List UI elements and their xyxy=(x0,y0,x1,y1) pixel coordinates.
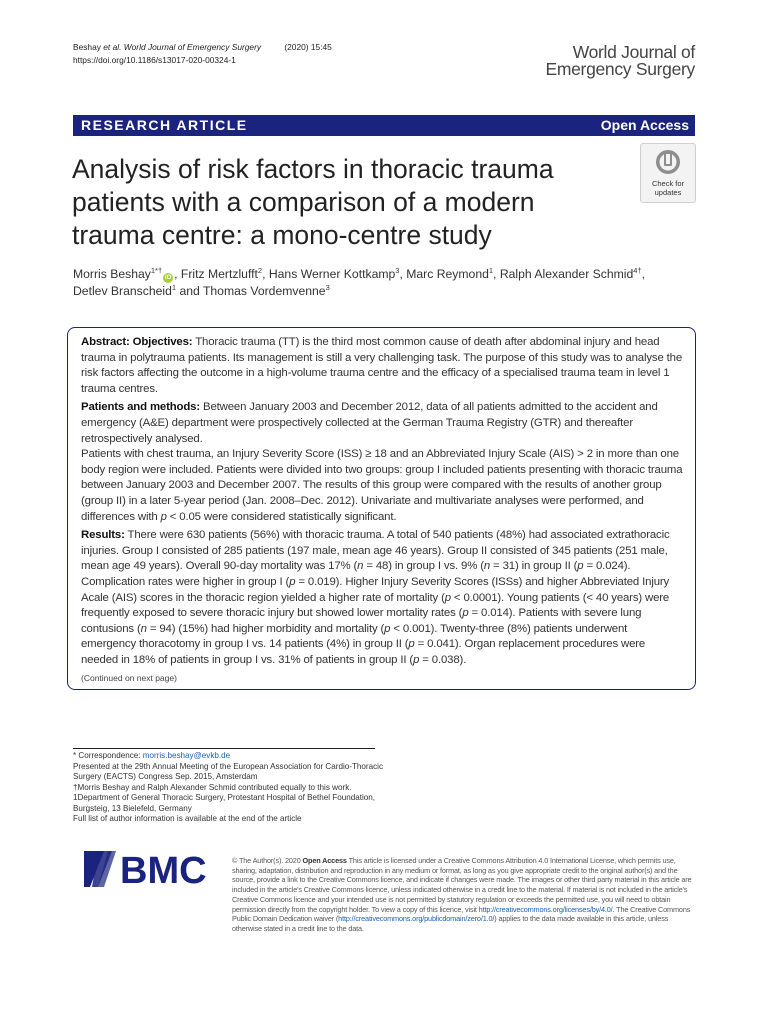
author-name: , Fritz Mertzlufft xyxy=(174,267,258,281)
citation-journal: et al. World Journal of Emergency Surgery xyxy=(103,42,262,52)
abstract-text: = 0.024). Complication rates were higher in group I ( xyxy=(81,560,631,588)
abstract-box xyxy=(67,327,696,690)
author-affiliation: 1*† xyxy=(150,266,163,275)
correspondence-email-link[interactable]: morris.beshay@evkb.de xyxy=(142,751,231,760)
journal-name xyxy=(545,44,695,78)
article-type-banner xyxy=(73,115,695,136)
abstract-text: = 31) in group II ( xyxy=(490,560,578,573)
abstract-text: < 0.05 were considered statistically significant. xyxy=(166,510,397,523)
bmc-logo-graphic xyxy=(82,849,222,889)
check-updates-icon xyxy=(655,149,681,177)
abstract-text: < 0.001). Twenty-three (8%) patients underwent emergency thoracotomy in group I vs. 14 patients (4%) in group II ( xyxy=(81,622,628,651)
abstract-text: = 0.014). Patients with severe lung contusions ( xyxy=(81,607,642,635)
citation-year: (2020) 15:45 xyxy=(284,42,332,52)
citation-authors: Beshay xyxy=(73,42,101,52)
italic-symbol: p xyxy=(408,638,415,651)
bmc-logo-text: BMC xyxy=(120,850,207,889)
license-body: This article is licensed under a Creative Commons Attribution 4.0 International License, which permits use, sharing, adaptation, distribution and reproduction in any medium or format, as long as you give appropriate credit to the original author(s) and the source, provide a link to the Creative Commons licence, and indicate if changes were made. The images or other third party material in this article are included in the article's Creative Commons licence, unless indicated otherwise in a credit line to the material. If material is not included in the article's Creative Commons licence and your intended use is not permitted by statutory regulation or exceeds the permitted use, you will need to obtain permission directly from the copyright holder. To view a copy of this licence, visit xyxy=(232,856,692,914)
presentation-note: Presented at the 29th Annual Meeting of the European Association for Cardio-Thoracic Surgery (EACTS) Congress Sep. 2015, Amsterdam xyxy=(73,761,384,781)
author-name: , Marc Reymond xyxy=(399,267,489,281)
italic-symbol: n xyxy=(140,622,147,635)
italic-symbol: p xyxy=(577,560,584,573)
abstract-text: < 0.0001). Young patients (< 40 years) were frequently exposed to severe thoracic injury but showed lower mortality rates ( xyxy=(81,591,670,620)
open-access-label: Open Access xyxy=(600,117,689,133)
license-open-access: Open Access xyxy=(302,856,347,865)
italic-symbol: p xyxy=(160,510,167,523)
check-for-updates-badge[interactable] xyxy=(640,143,696,203)
license-copyright: © The Author(s). 2020 xyxy=(232,856,303,865)
author-affiliation: 1 xyxy=(488,266,494,275)
author-list xyxy=(73,266,693,300)
abstract-text: Patients with chest trauma, an Injury Severity Score (ISS) ≥ 18 and an Abbreviated Injury Scale (AIS) > 2 in more than one body region were included. Patients were divided into two groups: group I included patients presenting with thoracic trauma between January 2003 and December 2007. The results of this group were compared with the results of another group (group II) in a later 5-year period (Jan. 2008–Dec. 2012). Univariate and multivariate analyses were performed, and differences with xyxy=(81,448,683,523)
correspondence-label: * Correspondence: xyxy=(73,751,143,760)
abstract-objectives-text: Thoracic trauma (TT) is the third most common cause of death after abdominal injury and head trauma in polytrauma patients. Its management is still a very challenging task. The purpose of this study was to analyse the risk factors affecting the outcome in a high-volume trauma centre and the efficacy of a specialised trauma team in level 1 trauma centres. xyxy=(81,336,683,395)
italic-symbol: p xyxy=(289,575,296,588)
author-separator: , xyxy=(641,267,646,281)
author-name: , Hans Werner Kottkamp xyxy=(262,267,396,281)
journal-name-line1: World Journal of xyxy=(572,42,695,62)
author-affiliation: 3 xyxy=(325,283,330,292)
footnote-marker: † xyxy=(73,782,78,792)
article-title: Analysis of risk factors in thoracic trauma patients with a comparison of a modern trauma centre: a mono-centre study xyxy=(72,154,554,250)
continued-note: (Continued on next page) xyxy=(81,673,177,684)
correspondence-note xyxy=(73,751,383,762)
abstract-methods xyxy=(81,400,683,447)
italic-symbol: p xyxy=(413,653,420,666)
author-name: and Thomas Vordemvenne xyxy=(176,284,326,298)
license-text xyxy=(232,856,694,934)
author-affiliation: 2 xyxy=(257,266,263,275)
abstract-text: = 48) in group I vs. 9% ( xyxy=(363,560,484,573)
citation-header xyxy=(73,41,332,67)
abstract-objectives-label: Abstract: Objectives: xyxy=(81,336,193,348)
license-link-zero[interactable]: http://creativecommons.org/publicdomain/zero/1.0/ xyxy=(338,914,495,924)
article-type-label: RESEARCH ARTICLE xyxy=(81,117,248,133)
author-affiliation: 4† xyxy=(633,266,642,275)
license-link-by[interactable]: http://creativecommons.org/licenses/by/4.0/ xyxy=(478,904,613,914)
author-affiliation: 1 xyxy=(171,283,177,292)
author-info-note: Full list of author information is available at the end of the article xyxy=(73,814,302,823)
italic-symbol: n xyxy=(357,560,364,573)
abstract-text: = 94) (15%) had higher morbidity and mortality ( xyxy=(146,622,385,635)
italic-symbol: p xyxy=(462,607,469,620)
footnote-divider xyxy=(73,748,375,749)
check-updates-line1: Check for xyxy=(651,179,685,188)
doi-link[interactable]: https://doi.org/10.1186/s13017-020-00324-1 xyxy=(73,55,236,65)
abstract-text: = 0.041). Organ replacement procedures were needed in 18% of patients in group I vs. 31% of patients in group II ( xyxy=(81,638,646,666)
check-updates-line2: updates xyxy=(654,187,682,197)
abstract-methods-text: Between January 2003 and December 2012, data of all patients admitted to the accident and emergency (A&E) department were prospectively collected at the German Trauma Registry (GTR) and thereafter retrospectively analysed. xyxy=(81,401,658,445)
bmc-logo xyxy=(82,849,222,889)
abstract-text: = 0.019). Higher Injury Severity Scores (ISSs) and higher Abbreviated Injury Acale (AIS) scores in the thoracic region yielded a higher rate of mortality ( xyxy=(81,575,670,604)
journal-name-line2: Emergency Surgery xyxy=(545,59,695,79)
abstract-text: = 0.038). xyxy=(419,653,467,666)
footnotes xyxy=(73,751,383,825)
equal-contribution-note xyxy=(73,783,383,794)
footnote-text: Department of General Thoracic Surgery, Protestant Hospital of Bethel Foundation, Burgsteig, 13 Bielefeld, Germany xyxy=(73,793,376,813)
abstract-methods-label: Patients and methods: xyxy=(81,401,200,414)
affiliation-note xyxy=(73,793,383,814)
author-affiliation: 3 xyxy=(395,266,400,275)
footnote-text: Morris Beshay and Ralph Alexander Schmid contributed equally to this work. xyxy=(77,782,352,792)
abstract-results-label: Results: xyxy=(81,529,125,542)
author-name: Detlev Branscheid xyxy=(73,284,172,298)
orcid-icon[interactable]: iD xyxy=(164,274,172,281)
author-name: Morris Beshay xyxy=(73,267,151,281)
italic-symbol: p xyxy=(384,622,391,635)
italic-symbol: n xyxy=(483,560,491,573)
italic-symbol: p xyxy=(444,591,451,604)
license-body: . The Creative Commons Public Domain Dedication waiver ( xyxy=(232,904,691,924)
footnote-marker: 1 xyxy=(73,793,78,802)
abstract-objectives xyxy=(81,335,683,397)
author-name: , Ralph Alexander Schmid xyxy=(493,267,634,281)
abstract-methods-cont xyxy=(81,447,683,525)
abstract-text: There were 630 patients (56%) with thoracic trauma. A total of 540 patients (48%) had associated extrathoracic injuries. Group I consisted of 285 patients (197 male, mean age 46 years). Group II consisted of 345 patients (251 male, mean age 49 years). Overall 90-day mortality was 17% ( xyxy=(81,529,670,573)
license-body: ) applies to the data made available in this article, unless otherwise stated in a credit line to the data. xyxy=(232,914,669,933)
abstract-results xyxy=(81,528,683,668)
